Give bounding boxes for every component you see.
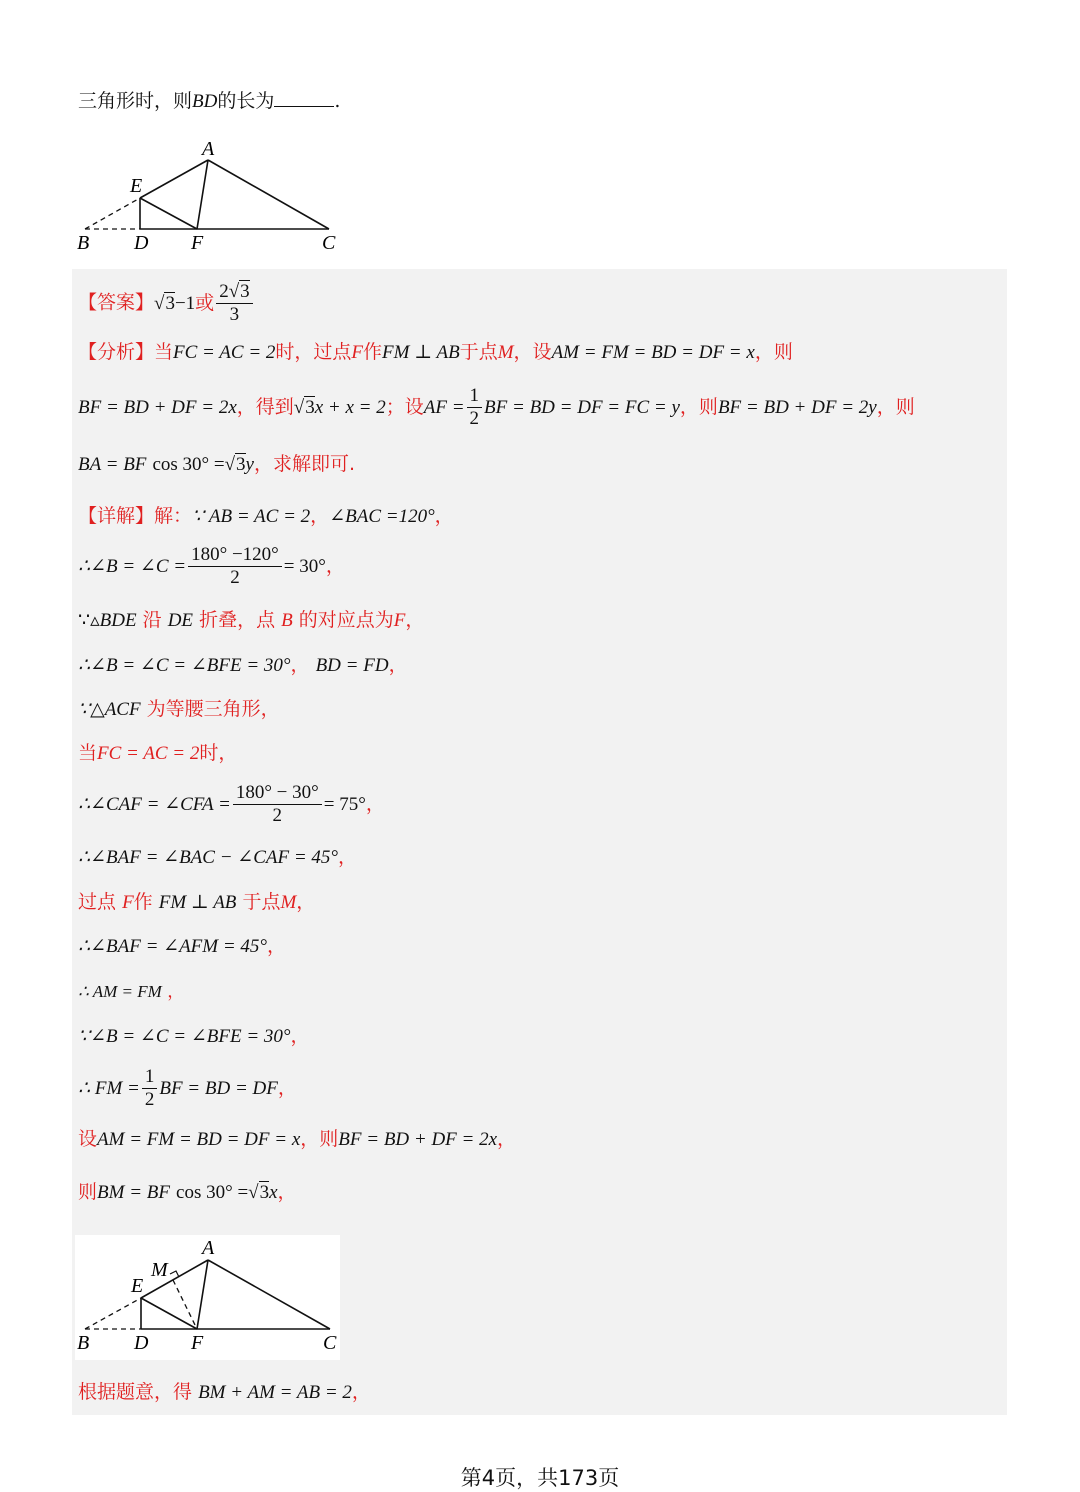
detail-math: M	[280, 892, 297, 913]
frac-den: 2	[230, 566, 240, 588]
question-suffix: 的长为	[217, 90, 275, 112]
detail-math: ∵∠B = ∠C = ∠BFE = 30°	[78, 1026, 291, 1047]
detail-math: x	[269, 1182, 278, 1203]
detail-math: = 30°	[283, 555, 326, 577]
analysis-radicand: 3	[236, 454, 246, 475]
detail-math: BF = BD + DF = 2x	[338, 1129, 498, 1150]
detail-line-11	[78, 983, 184, 1001]
analysis-math: F	[351, 342, 364, 363]
frac-num: 180° − 30°	[233, 782, 322, 805]
answer-fraction: $\frac{2√3}{3}$	[216, 281, 252, 326]
detail-line-7	[78, 782, 385, 827]
detail-math: ▵BDE	[90, 610, 137, 631]
detail-text: 时，	[199, 742, 238, 764]
analysis-math: BF = BD + DF = 2y	[717, 396, 877, 418]
detail-text: ，	[277, 1076, 297, 1099]
detail-text: ，	[290, 654, 310, 676]
detail-text: 沿	[142, 609, 162, 631]
fig2-label-e: E	[131, 1275, 144, 1297]
detail-text: ，	[325, 554, 345, 577]
fig2-label-m: M	[151, 1259, 168, 1281]
detail-math: BM = BF	[97, 1182, 170, 1203]
detail-text: ，	[296, 891, 316, 913]
detail-tag: 【详解】	[78, 505, 155, 527]
analysis-math: y	[245, 454, 254, 475]
fig1-label-f: F	[191, 232, 204, 254]
fig1-label-d: D	[134, 232, 149, 254]
analysis-text: ，则	[754, 341, 793, 363]
detail-text: ，	[405, 609, 425, 631]
analysis-math: AM = FM = BD = DF = x	[551, 342, 755, 363]
analysis-text: 作	[363, 341, 383, 363]
fig1-label-c: C	[322, 232, 336, 254]
answer-frac-radicand: 3	[240, 281, 250, 302]
half-fraction-2	[142, 1066, 158, 1111]
question-line	[78, 90, 340, 111]
detail-text: ，	[388, 654, 408, 676]
detail-math: cos 30° =	[176, 1182, 249, 1203]
analysis-math: x + x = 2	[314, 396, 386, 418]
analysis-math: AF =	[423, 396, 465, 418]
answer-blank	[274, 90, 334, 107]
detail-text: ，	[167, 982, 185, 1002]
fig1-label-b: B	[77, 232, 90, 254]
answer-frac-coef: 2	[219, 281, 229, 302]
detail-line-15: 则BM = BF cos 30° =√3x，	[78, 1181, 297, 1203]
detail-text: 根据题意，得	[78, 1381, 193, 1403]
detail-math: ∴∠BAF = ∠BAC − ∠CAF = 45°	[78, 847, 338, 868]
detail-line-6	[78, 744, 237, 763]
angle-fraction-2	[233, 782, 322, 827]
detail-line-8	[78, 848, 357, 867]
detail-text: 则	[78, 1181, 98, 1203]
frac-num: 1	[142, 1066, 158, 1089]
detail-text: 折叠，点	[199, 609, 276, 631]
detail-text: ，	[338, 846, 358, 868]
detail-line-5	[78, 700, 280, 719]
detail-text: ，	[277, 1181, 297, 1203]
analysis-math: BF = BD + DF = 2x	[78, 396, 237, 418]
analysis-math: BA = BF	[78, 454, 147, 475]
detail-text: ，	[267, 935, 287, 957]
frac-num: 180° −120°	[188, 544, 282, 567]
detail-math: B	[281, 610, 293, 631]
detail-line-3	[78, 611, 424, 630]
fig2-label-b: B	[77, 1332, 90, 1354]
detail-math: ∵△ACF	[78, 699, 141, 720]
answer-tag: 【答案】	[78, 291, 155, 314]
detail-line-10	[78, 937, 286, 956]
angle-fraction-1	[188, 544, 282, 589]
analysis-text: 时，过点	[275, 341, 352, 363]
detail-text: ，	[351, 1381, 371, 1403]
detail-math: ∠BAC =120°	[329, 506, 435, 527]
question-prefix: 三角形时，则	[78, 90, 193, 112]
detail-math: ∵ AB = AC = 2	[192, 506, 311, 527]
page-number: 第4页，共173页	[460, 1466, 620, 1490]
detail-math: ∵	[78, 610, 91, 631]
analysis-math: M	[497, 342, 514, 363]
detail-math: ∴∠BAF = ∠AFM = 45°	[78, 936, 268, 957]
fig2-label-c: C	[323, 1332, 337, 1354]
analysis-line-2: BF = BD + DF = 2x，得到√3x + x = 2；设AF = $\frac{1}{2}$ BF = BD = DF = FC = y，则BF = BD + DF = 2y，则	[78, 385, 915, 429]
fig2-label-f: F	[191, 1332, 204, 1354]
analysis-math: FC = AC = 2	[173, 342, 276, 363]
analysis-text: ，设	[513, 341, 552, 363]
question-end: .	[334, 90, 341, 112]
detail-line-16	[78, 1383, 371, 1402]
detail-text: 解：	[154, 505, 193, 527]
fig1-label-a: A	[202, 138, 215, 160]
detail-math: F	[393, 610, 406, 631]
detail-line-12	[78, 1027, 310, 1046]
detail-math: BD = FD	[315, 655, 389, 676]
detail-math: ∴∠B = ∠C = ∠BFE = 30°	[78, 655, 291, 676]
triangle-figure-1	[72, 135, 352, 260]
fig2-label-d: D	[134, 1332, 149, 1354]
detail-line-14	[78, 1130, 516, 1149]
analysis-line-1	[78, 343, 793, 362]
detail-math: BF = BD = DF	[159, 1077, 278, 1099]
analysis-tag: 【分析】	[78, 341, 155, 363]
fig1-label-e: E	[130, 175, 143, 197]
analysis-line-3: BA = BF cos 30° =√3y，求解即可.	[78, 453, 356, 475]
frac-den: 2	[144, 1088, 155, 1110]
analysis-math: cos 30° =	[152, 454, 225, 475]
detail-text: ，	[365, 792, 385, 815]
detail-text: ，	[434, 505, 454, 527]
detail-text: ，	[310, 505, 330, 527]
answer-line: 【答案】√3−1或 $\frac{2√3}{3}$	[78, 281, 255, 326]
analysis-text: ，则	[679, 395, 718, 418]
analysis-text: ，则	[876, 395, 915, 418]
detail-text: 作	[133, 891, 153, 913]
detail-text: 过点	[78, 891, 117, 913]
half-den: 2	[469, 407, 480, 429]
question-var: BD	[192, 91, 218, 112]
detail-text: 设	[78, 1128, 98, 1150]
detail-text: ，	[497, 1128, 517, 1150]
analysis-text: ，得到	[236, 395, 294, 418]
detail-math: BM + AM = AB = 2	[198, 1382, 352, 1403]
detail-text: 为等腰三角形，	[146, 698, 280, 720]
detail-math: ∴∠B = ∠C =	[78, 555, 187, 577]
analysis-radicand: 3	[305, 396, 315, 418]
detail-math: ∴∠CAF = ∠CFA =	[78, 793, 231, 815]
analysis-text: 于点	[459, 341, 498, 363]
detail-text: 的对应点为	[298, 609, 394, 631]
detail-line-1	[78, 507, 454, 526]
detail-math: = 75°	[323, 793, 366, 815]
analysis-math: BF = BD = DF = FC = y	[484, 396, 680, 418]
detail-math: ∴ FM =	[78, 1077, 140, 1099]
answer-radicand: 3	[165, 292, 175, 314]
detail-math: AM = FM = BD = DF = x	[97, 1129, 301, 1150]
detail-text: 于点	[242, 891, 281, 913]
answer-or: 或	[195, 291, 215, 314]
frac-den: 2	[272, 804, 283, 826]
fig2-label-a: A	[202, 1237, 215, 1259]
answer-minus-one: −1	[174, 292, 196, 314]
detail-line-4	[78, 656, 408, 675]
detail-math: FM ⊥ AB	[158, 892, 237, 913]
detail-math: F	[122, 892, 134, 913]
detail-radicand: 3	[259, 1182, 270, 1203]
detail-text: ，	[290, 1025, 310, 1047]
detail-line-13	[78, 1066, 297, 1111]
triangle-figure-2	[75, 1235, 340, 1360]
analysis-text: ，求解即可.	[253, 453, 356, 475]
analysis-text: 当	[154, 341, 174, 363]
detail-text: 当	[78, 742, 98, 764]
half-fraction	[467, 385, 483, 430]
detail-line-9	[78, 893, 315, 912]
analysis-text: ；设	[385, 395, 424, 418]
detail-math: FC = AC = 2	[97, 743, 200, 764]
answer-frac-den: 3	[229, 303, 240, 325]
half-num: 1	[467, 385, 483, 408]
detail-math: ∴ AM = FM	[78, 982, 162, 1001]
detail-text: ，则	[300, 1128, 339, 1150]
analysis-math: FM ⊥ AB	[382, 342, 460, 363]
detail-math: DE	[167, 610, 194, 631]
detail-line-2	[78, 544, 345, 589]
